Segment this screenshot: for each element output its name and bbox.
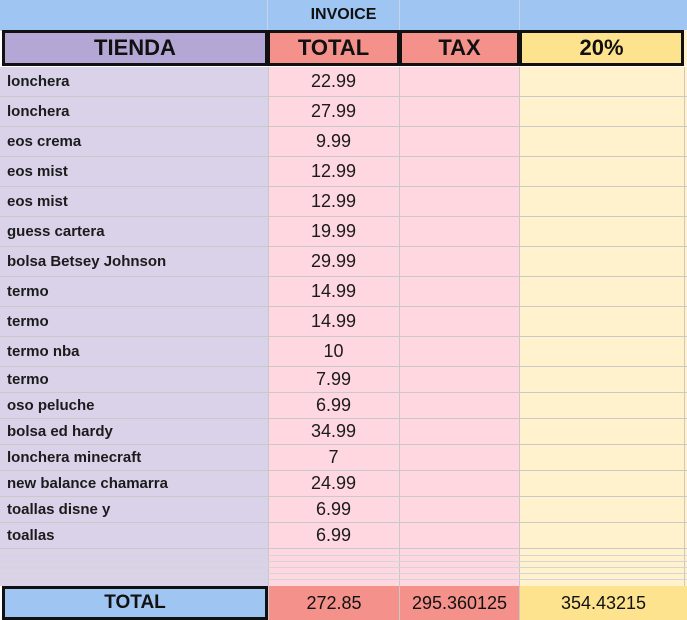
- item-total-cell[interactable]: 14.99: [310, 281, 357, 301]
- table-row[interactable]: [0, 337, 687, 367]
- totals-tax-cell[interactable]: 295.360125: [399, 586, 519, 620]
- item-name-cell[interactable]: termo: [7, 371, 49, 388]
- gridline: [267, 0, 268, 30]
- item-total-cell[interactable]: 9.99: [315, 131, 352, 151]
- item-total-cell[interactable]: 22.99: [310, 71, 357, 91]
- item-total-cell[interactable]: 34.99: [310, 421, 357, 441]
- totals-label[interactable]: TOTAL: [2, 586, 268, 620]
- header-tax[interactable]: TAX: [399, 30, 520, 66]
- item-name-cell[interactable]: lonchera minecraft: [7, 449, 142, 466]
- item-total-cell[interactable]: 10: [323, 341, 344, 361]
- table-row[interactable]: [0, 307, 687, 337]
- item-name-cell[interactable]: termo: [7, 313, 49, 330]
- item-name-cell[interactable]: toallas: [7, 527, 55, 544]
- item-total-cell[interactable]: 7: [328, 447, 339, 467]
- item-name-cell[interactable]: lonchera: [7, 73, 70, 90]
- table-row[interactable]: [0, 127, 687, 157]
- item-name-cell[interactable]: eos crema: [7, 133, 82, 150]
- table-row[interactable]: [0, 497, 687, 523]
- table-row[interactable]: [0, 367, 687, 393]
- table-row[interactable]: [0, 419, 687, 445]
- table-row[interactable]: [0, 157, 687, 187]
- header-row: [0, 30, 687, 66]
- invoice-title-bar[interactable]: [0, 0, 687, 31]
- table-row[interactable]: [0, 247, 687, 277]
- item-total-cell[interactable]: 24.99: [310, 473, 357, 493]
- item-name-cell[interactable]: bolsa Betsey Johnson: [7, 253, 167, 270]
- item-total-cell[interactable]: 19.99: [310, 221, 357, 241]
- item-total-cell[interactable]: 12.99: [310, 161, 357, 181]
- totals-total-cell[interactable]: 272.85: [268, 586, 399, 620]
- item-name-cell[interactable]: termo: [7, 283, 49, 300]
- item-total-cell[interactable]: 6.99: [315, 395, 352, 415]
- item-name-cell[interactable]: eos mist: [7, 193, 68, 210]
- totals-row: [0, 586, 687, 620]
- item-name-cell[interactable]: bolsa ed hardy: [7, 423, 113, 440]
- item-total-cell[interactable]: 14.99: [310, 311, 357, 331]
- item-total-cell[interactable]: 7.99: [315, 369, 352, 389]
- gridline: [519, 0, 520, 30]
- item-name-cell[interactable]: guess cartera: [7, 223, 105, 240]
- header-tienda[interactable]: TIENDA: [2, 30, 268, 66]
- table-row[interactable]: [0, 217, 687, 247]
- table-row[interactable]: [0, 445, 687, 471]
- invoice-title: INVOICE: [310, 6, 377, 23]
- table-row[interactable]: [0, 393, 687, 419]
- empty-row[interactable]: [0, 573, 687, 580]
- item-name-cell[interactable]: new balance chamarra: [7, 475, 168, 492]
- item-total-cell[interactable]: 27.99: [310, 101, 357, 121]
- item-total-cell[interactable]: 6.99: [315, 499, 352, 519]
- item-name-cell[interactable]: termo nba: [7, 343, 80, 360]
- item-name-cell[interactable]: toallas disne y: [7, 501, 111, 518]
- header-percent[interactable]: 20%: [519, 30, 684, 66]
- table-row[interactable]: [0, 277, 687, 307]
- item-total-cell[interactable]: 6.99: [315, 525, 352, 545]
- table-row[interactable]: [0, 97, 687, 127]
- table-row[interactable]: [0, 523, 687, 549]
- item-total-cell[interactable]: 29.99: [310, 251, 357, 271]
- header-total[interactable]: TOTAL: [267, 30, 400, 66]
- table-row[interactable]: [0, 471, 687, 497]
- item-total-cell[interactable]: 12.99: [310, 191, 357, 211]
- totals-percent-cell[interactable]: 354.43215: [519, 586, 687, 620]
- table-row[interactable]: [0, 187, 687, 217]
- item-name-cell[interactable]: lonchera: [7, 103, 70, 120]
- item-name-cell[interactable]: eos mist: [7, 163, 68, 180]
- item-name-cell[interactable]: oso peluche: [7, 397, 95, 414]
- data-body: [0, 67, 687, 586]
- gridline: [399, 0, 400, 30]
- table-row[interactable]: [0, 67, 687, 97]
